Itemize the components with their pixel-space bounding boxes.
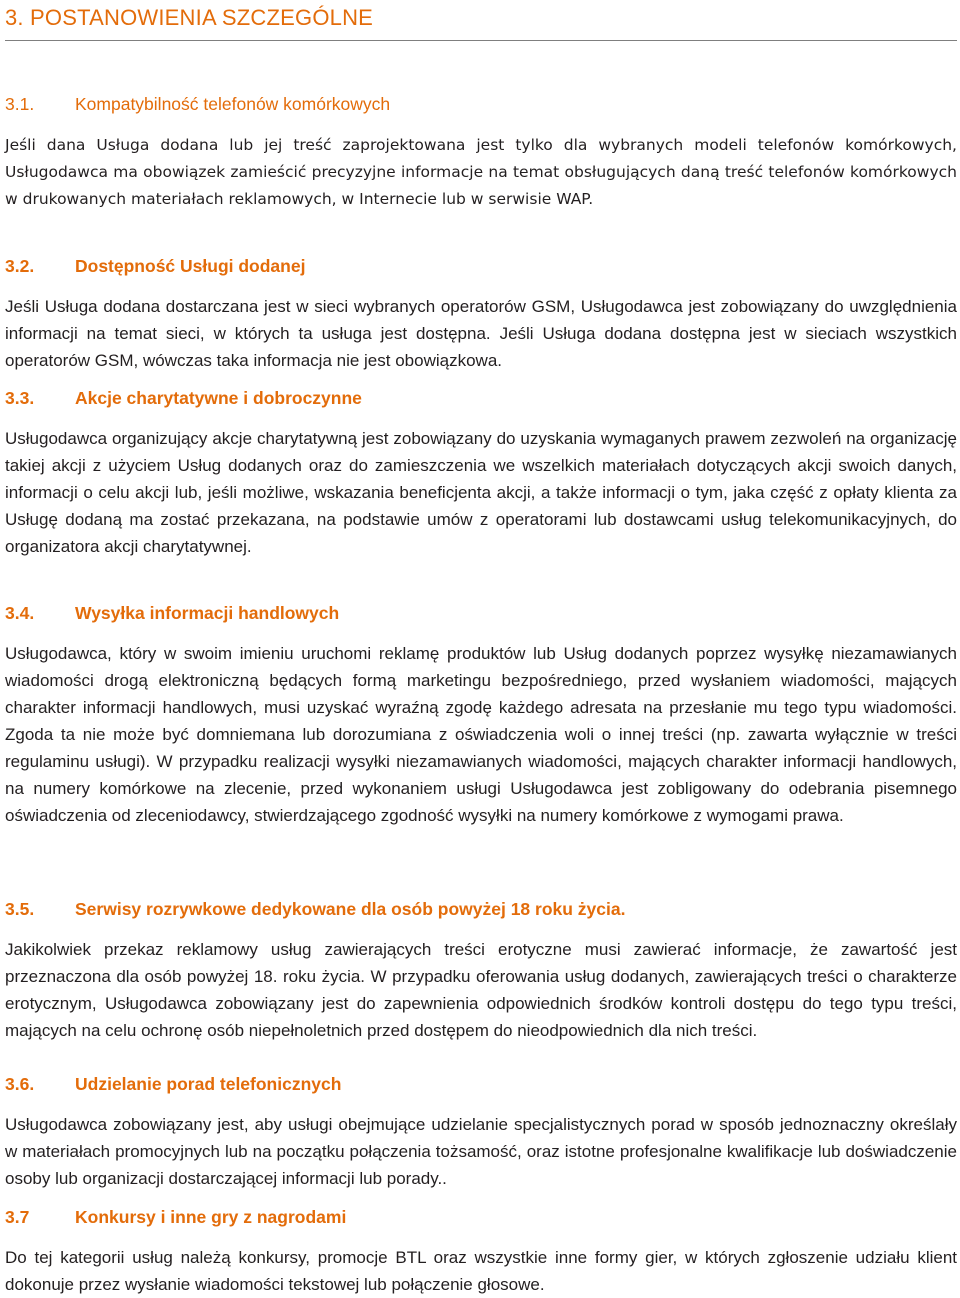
section-title: Wysyłka informacji handlowych: [75, 603, 340, 623]
page-heading: 3. POSTANOWIENIA SZCZEGÓLNE: [5, 5, 374, 30]
section-title: Dostępność Usługi dodanej: [75, 256, 306, 276]
section-body-3-4: Usługodawca, który w swoim imieniu uruchomi reklamę produktów lub Usług dodanych poprzez wysyłkę niezamawianych wiadomości drogą elektroniczną będących formą marketingu bezpośredniego, przed wysłaniem wiadomości, mających charakter informacji handlowych, musi uzyskać wyraźną zgodę każdego adresata na przesłanie mu tego typu wiadomości. Zgoda ta nie może być domniemana lub dorozumiana z oświadczenia woli o innej treści (np. zawarta wyłącznie w treści regulaminu usługi). W przypadku realizacji wysyłki niezamawianych wiadomości, mających charakter informacji handlowych, na numery komórkowe na zlecenie, przed wykonaniem usługi Usługodawca jest zobligowany do odebrania pisemnego oświadczenia od zleceniodawcy, stwierdzającego zgodność wysyłki na numery komórkowe z wymogami prawa.: [5, 644, 957, 825]
section-heading-3-2: [5, 256, 305, 277]
section-body-3-6: Usługodawca zobowiązany jest, aby usługi obejmujące udzielanie specjalistycznych porad w sposób jednoznaczny określały w materiałach promocyjnych lub na początku połączenia tożsamość, oraz istotne profesjonalne kwalifikacje lub doświadczenie osoby lub organizacji dostarczającej informacji lub porady..: [5, 1115, 957, 1188]
section-body-3-2: Jeśli Usługa dodana dostarczana jest w sieci wybranych operatorów GSM, Usługodawca jest zobowiązany do uwzględnienia informacji na temat sieci, w których ta usługa jest dostępna. Jeśli Usługa dodana dostępna jest w sieciach wszystkich operatorów GSM, wówczas taka informacja nie jest obowiązkowa.: [5, 297, 957, 370]
section-body-3-1: Jeśli dana Usługa dodana lub jej treść zaprojektowana jest tylko dla wybranych modeli telefonów komórkowych, Usługodawca ma obowiązek zamieścić precyzyjne informacje na temat obsługujących daną treść telefonów komórkowych w drukowanych materiałach reklamowych, w Internecie lub w serwisie WAP.: [5, 136, 957, 208]
section-title: Kompatybilność telefonów komórkowych: [75, 94, 391, 114]
section-title: Akcje charytatywne i dobroczynne: [75, 388, 362, 408]
section-number: 3.4.: [5, 603, 35, 623]
section-heading-3-3: [5, 388, 362, 409]
section-number: 3.6.: [5, 1074, 35, 1094]
section-heading-3-7: [5, 1207, 346, 1228]
section-heading-3-6: [5, 1074, 341, 1095]
section-heading-3-1: [5, 94, 390, 115]
section-body-3-7: Do tej kategorii usług należą konkursy, promocje BTL oraz wszystkie inne formy gier, w których zgłoszenie udziału klient dokonuje przez wysłanie wiadomości tekstowej lub połączenie głosowe.: [5, 1248, 957, 1294]
section-title: Udzielanie porad telefonicznych: [75, 1074, 342, 1094]
section-body-3-3: Usługodawca organizujący akcje charytatywną jest zobowiązany do uzyskania wymaganych prawem zezwoleń na organizację takiej akcji z użyciem Usług dodanych oraz do zamieszczenia we wszelkich materiałach dotyczących akcji swoich danych, informacji o celu akcji lub, jeśli możliwe, wskazania beneficjenta akcji, a także informacji o tym, jaka część z opłaty klienta za Usługę dodaną ma zostać przekazana, na podstawie umów z operatorami lub dostawcami usług telekomunikacyjnych, do organizatora akcji charytatywnej.: [5, 429, 957, 556]
section-title: Serwisy rozrywkowe dedykowane dla osób powyżej 18 roku życia.: [75, 899, 626, 919]
heading-divider: [5, 40, 957, 41]
section-heading-3-5: [5, 899, 625, 920]
section-body-3-5: Jakikolwiek przekaz reklamowy usług zawierających treści erotyczne musi zawierać informacje, że zawartość jest przeznaczona dla osób powyżej 18. roku życia. W przypadku oferowania usług dodanych, zawierających treści o charakterze erotycznym, Usługodawca zobowiązany jest do zapewnienia odpowiednich środków kontroli dostępu do tego typu treści, mających na celu ochronę osób niepełnoletnich przed dostępem do nieodpowiednich dla nich treści.: [5, 940, 957, 1040]
section-number: 3.3.: [5, 388, 35, 408]
section-heading-3-4: [5, 603, 339, 624]
section-number: 3.2.: [5, 256, 35, 276]
section-number: 3.5.: [5, 899, 35, 919]
section-title: Konkursy i inne gry z nagrodami: [75, 1207, 347, 1227]
section-number: 3.7: [5, 1207, 30, 1227]
section-number: 3.1.: [5, 94, 35, 114]
